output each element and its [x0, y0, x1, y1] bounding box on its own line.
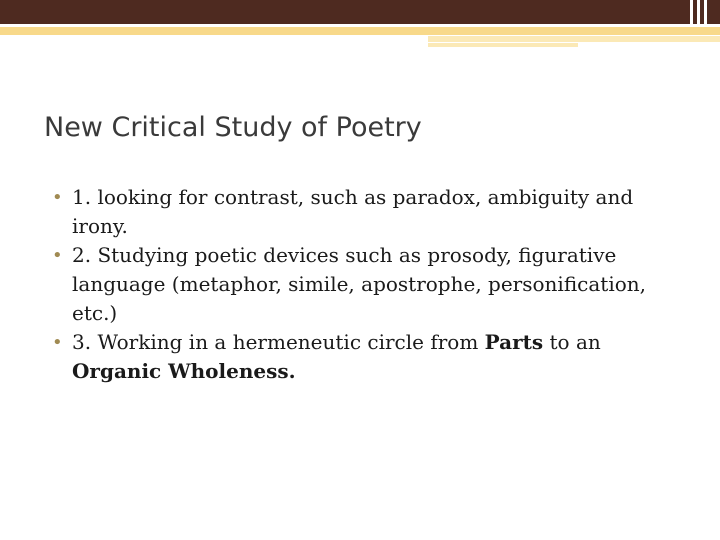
gold-accent-band-tertiary	[428, 43, 578, 47]
bullet-text-3-start: 3. Working in a hermeneutic circle from	[72, 330, 485, 354]
bullet-icon: •	[52, 245, 63, 266]
bullet-icon: •	[52, 332, 63, 353]
slide-title: New Critical Study of Poetry	[44, 112, 422, 143]
bullet-item-1	[52, 183, 672, 241]
bullet-icon: •	[52, 187, 63, 208]
gold-accent-band-secondary	[428, 36, 720, 42]
bullet-text-3-middle: to an	[543, 330, 601, 354]
bullet-list	[52, 183, 672, 386]
bar-notch-1	[690, 0, 693, 24]
bullet-text-2: 2. Studying poetic devices such as prosody, figurative language (metaphor, simile, apostrophe, personification, etc.)	[72, 243, 647, 325]
gold-accent-band	[0, 27, 720, 35]
bullet-text-1: 1. looking for contrast, such as paradox, ambiguity and irony.	[72, 185, 634, 238]
bar-notch-3	[704, 0, 707, 24]
bold-term-parts: Parts	[484, 330, 544, 354]
bullet-item-2	[52, 241, 672, 328]
bullet-item-3	[52, 328, 672, 386]
top-decorative-bar	[0, 0, 720, 24]
bold-term-organic-wholeness: Organic Wholeness.	[72, 359, 296, 383]
bar-notch-2	[697, 0, 700, 24]
